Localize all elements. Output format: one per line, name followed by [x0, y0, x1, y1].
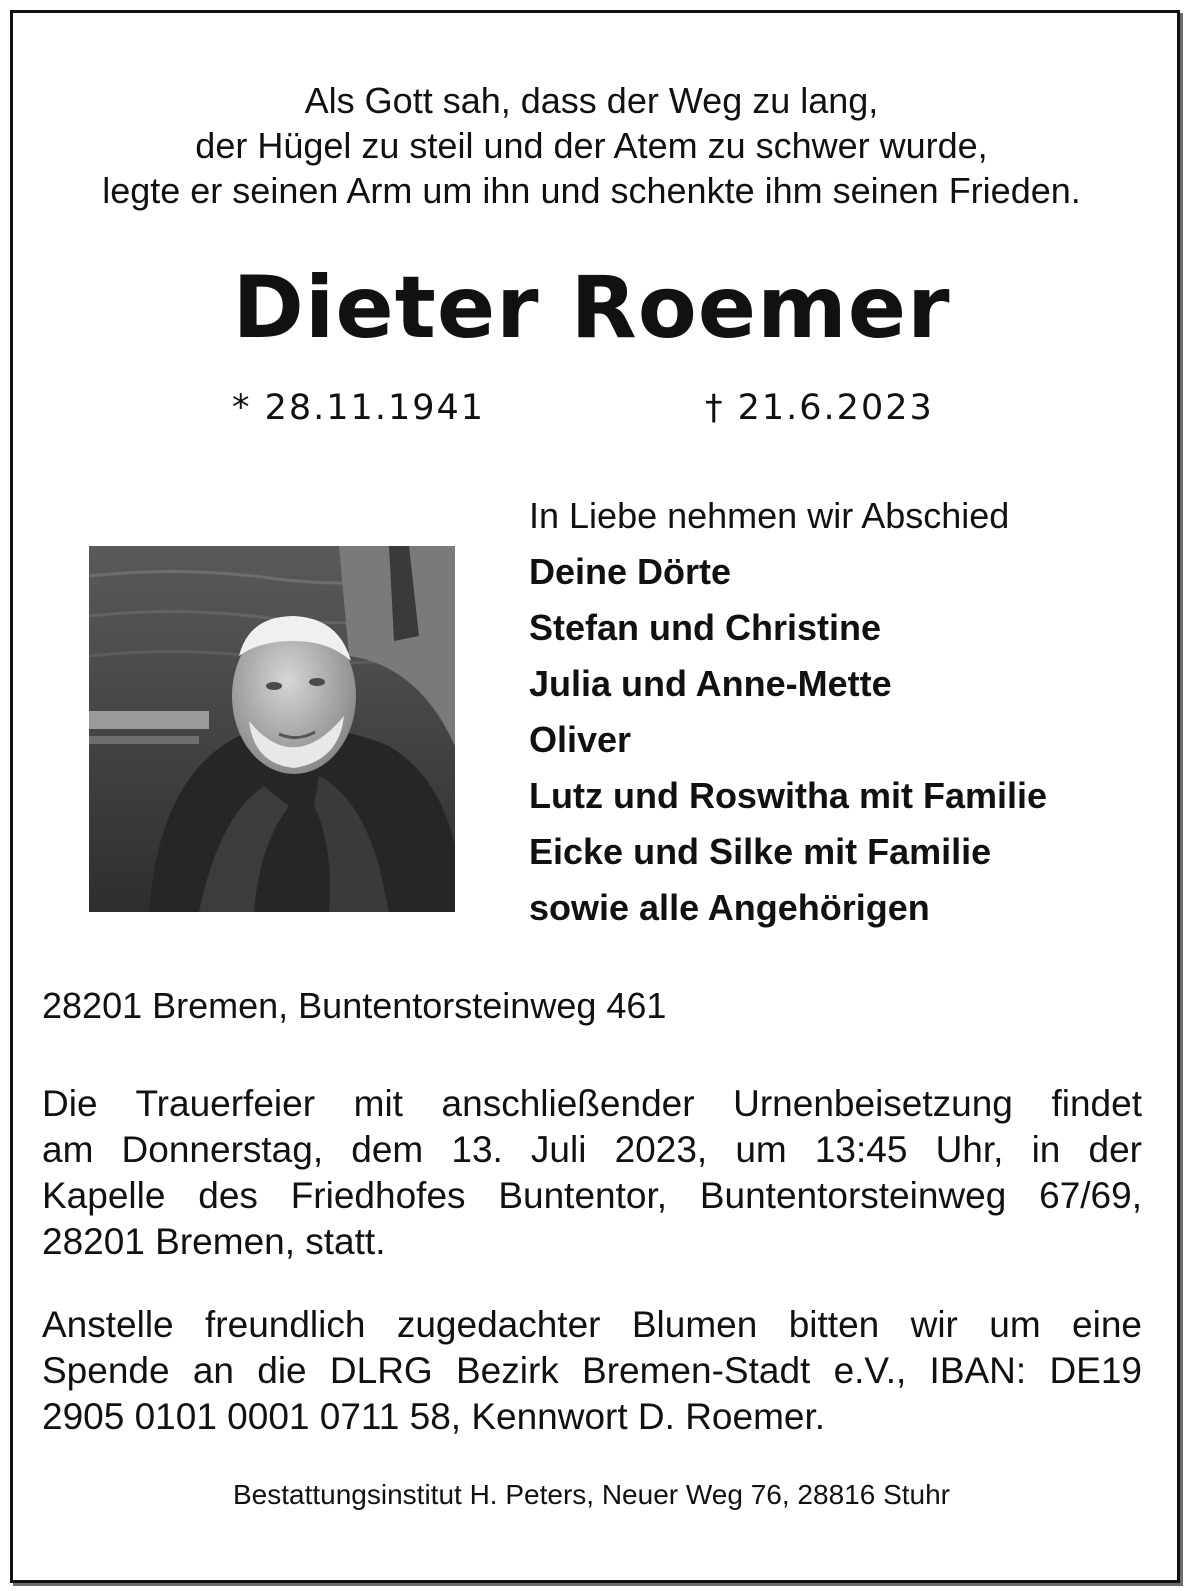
- death-date: † 21.6.2023: [705, 388, 934, 428]
- undertaker-line: Bestattungsinstitut H. Peters, Neuer Weg 76, 28816 Stuhr: [233, 1479, 950, 1510]
- donation-line: Spende an die DLRG Bezirk Bremen-Stadt e.V., IBAN: DE19: [42, 1350, 1142, 1391]
- deceased-name: Dieter Roemer: [232, 258, 951, 358]
- service-line: am Donnerstag, dem 13. Juli 2023, um 13:45 Uhr, in der: [42, 1129, 1142, 1170]
- mourner-name: Eicke und Silke mit Familie: [529, 831, 992, 872]
- mourners-block: [529, 488, 1047, 936]
- portrait-photo: [89, 546, 455, 912]
- donation-line: Anstelle freundlich zugedachter Blumen bitten wir um eine: [42, 1304, 1142, 1345]
- service-line: Kapelle des Friedhofes Buntentor, Buntentorsteinweg 67/69,: [42, 1175, 1142, 1216]
- service-line: 28201 Bremen, statt.: [42, 1221, 386, 1262]
- mourner-name: Stefan und Christine: [529, 607, 882, 648]
- service-line: Die Trauerfeier mit anschließender Urnenbeisetzung findet: [42, 1083, 1142, 1124]
- poem: [0, 78, 1183, 213]
- mourner-name: sowie alle Angehörigen: [529, 887, 930, 928]
- mourner-name: Oliver: [529, 719, 632, 760]
- poem-line: der Hügel zu steil und der Atem zu schwer wurde,: [195, 125, 988, 166]
- mourner-name: Julia und Anne-Mette: [529, 663, 892, 704]
- mourner-name: Lutz und Roswitha mit Familie: [529, 775, 1048, 816]
- family-address: 28201 Bremen, Buntentorsteinweg 461: [42, 985, 667, 1026]
- service-paragraph: [42, 1081, 1142, 1265]
- birth-date: * 28.11.1941: [232, 388, 486, 428]
- poem-line: legte er seinen Arm um ihn und schenkte ihm seinen Frieden.: [102, 170, 1081, 211]
- mourner-name: Deine Dörte: [529, 551, 732, 592]
- poem-line: Als Gott sah, dass der Weg zu lang,: [304, 80, 879, 121]
- donation-paragraph: [42, 1302, 1142, 1440]
- mourners-intro: In Liebe nehmen wir Abschied: [529, 495, 1010, 536]
- donation-line: 2905 0101 0001 0711 58, Kennwort D. Roemer.: [42, 1396, 826, 1437]
